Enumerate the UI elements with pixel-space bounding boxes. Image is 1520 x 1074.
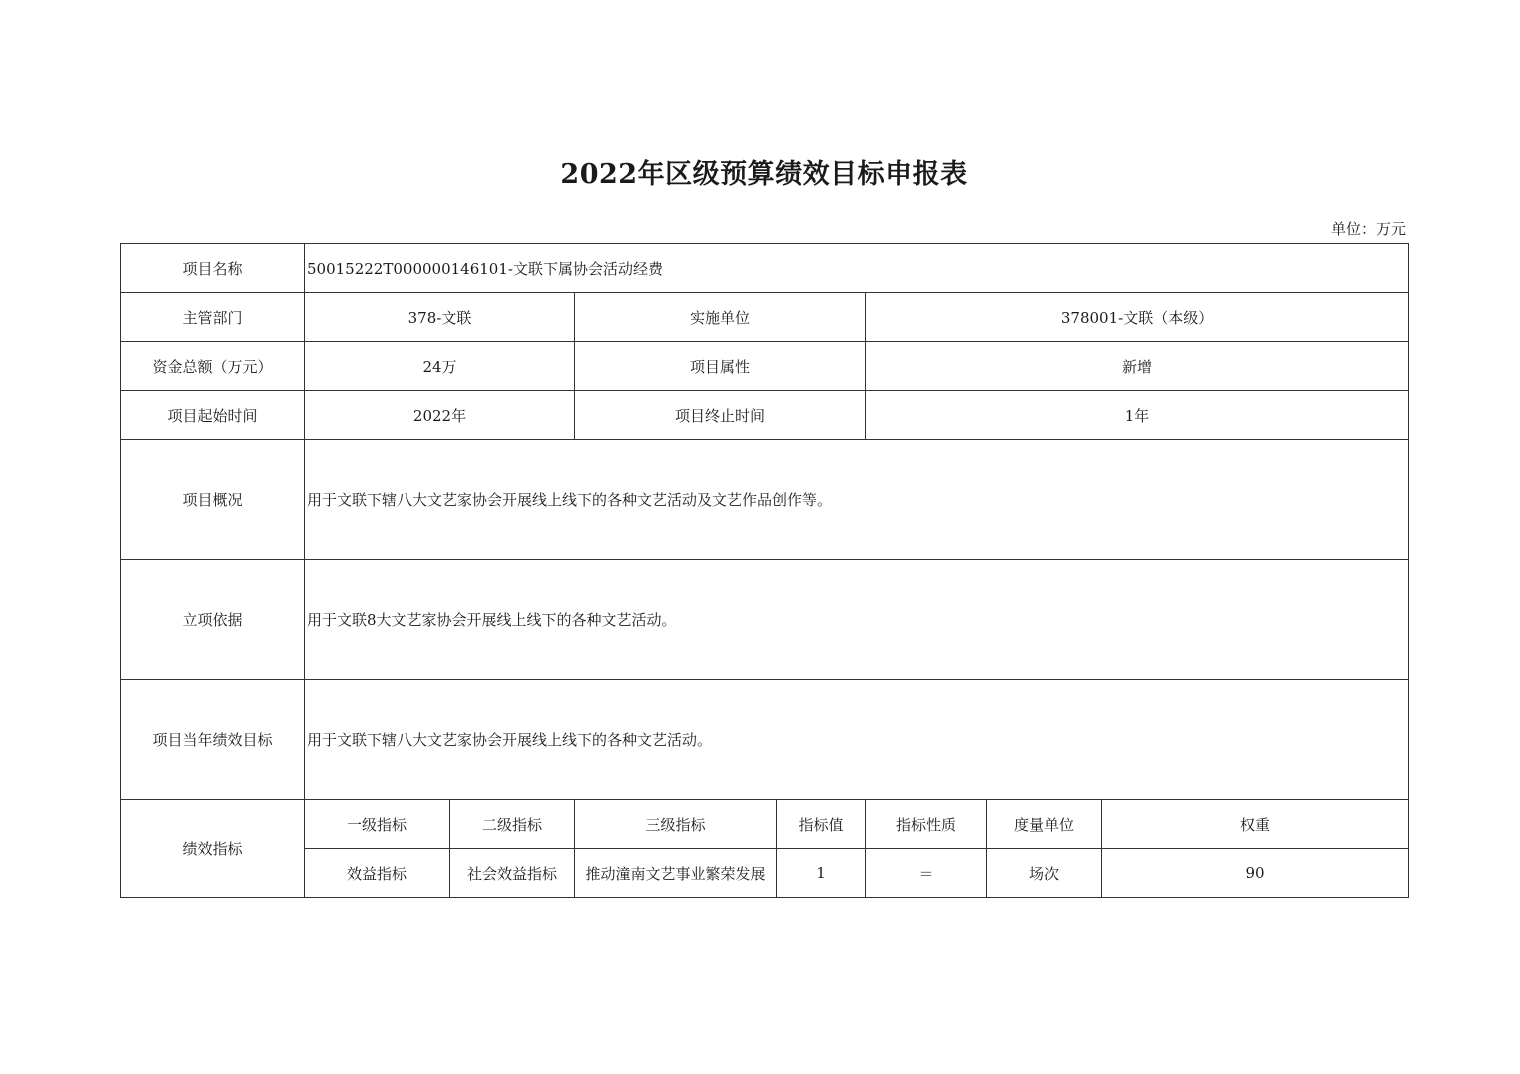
value-overview: 用于文联下辖八大文艺家协会开展线上线下的各种文艺活动及文艺作品创作等。	[305, 440, 1409, 560]
label-basis: 立项依据	[121, 560, 305, 680]
value-fund-total: 24万	[305, 342, 575, 391]
label-end-time: 项目终止时间	[575, 391, 866, 440]
cell-indicator-nature: ＝	[866, 849, 987, 898]
value-annual-goal: 用于文联下辖八大文艺家协会开展线上线下的各种文艺活动。	[305, 680, 1409, 800]
row-project-name	[121, 244, 1409, 293]
label-performance-indicators: 绩效指标	[121, 800, 305, 898]
header-indicator-value: 指标值	[777, 800, 866, 849]
label-implementing-unit: 实施单位	[575, 293, 866, 342]
cell-measure-unit: 场次	[987, 849, 1102, 898]
row-department	[121, 293, 1409, 342]
value-project-name: 50015222T000000146101-文联下属协会活动经费	[305, 244, 1409, 293]
header-level2: 二级指标	[450, 800, 575, 849]
value-basis: 用于文联8大文艺家协会开展线上线下的各种文艺活动。	[305, 560, 1409, 680]
label-annual-goal: 项目当年绩效目标	[121, 680, 305, 800]
header-weight: 权重	[1102, 800, 1409, 849]
cell-level1: 效益指标	[305, 849, 450, 898]
value-project-attribute: 新增	[866, 342, 1409, 391]
label-start-time: 项目起始时间	[121, 391, 305, 440]
row-basis	[121, 560, 1409, 680]
cell-level2: 社会效益指标	[450, 849, 575, 898]
label-project-attribute: 项目属性	[575, 342, 866, 391]
row-indicator-header	[121, 800, 1409, 849]
row-fund	[121, 342, 1409, 391]
header-level3: 三级指标	[575, 800, 777, 849]
label-project-name: 项目名称	[121, 244, 305, 293]
header-indicator-nature: 指标性质	[866, 800, 987, 849]
row-indicator-data	[121, 849, 1409, 898]
row-time	[121, 391, 1409, 440]
cell-level3: 推动潼南文艺事业繁荣发展	[575, 849, 777, 898]
label-department: 主管部门	[121, 293, 305, 342]
unit-note: 单位：万元	[1330, 220, 1406, 238]
value-implementing-unit: 378001-文联（本级）	[866, 293, 1409, 342]
row-annual-goal	[121, 680, 1409, 800]
value-start-time: 2022年	[305, 391, 575, 440]
label-fund-total: 资金总额（万元）	[121, 342, 305, 391]
label-overview: 项目概况	[121, 440, 305, 560]
value-end-time: 1年	[866, 391, 1409, 440]
header-measure-unit: 度量单位	[987, 800, 1102, 849]
value-department: 378-文联	[305, 293, 575, 342]
budget-form-table	[120, 243, 1409, 898]
row-overview	[121, 440, 1409, 560]
page-title: 2022年区级预算绩效目标申报表	[560, 159, 968, 190]
cell-weight: 90	[1102, 849, 1409, 898]
cell-indicator-value: 1	[777, 849, 866, 898]
header-level1: 一级指标	[305, 800, 450, 849]
